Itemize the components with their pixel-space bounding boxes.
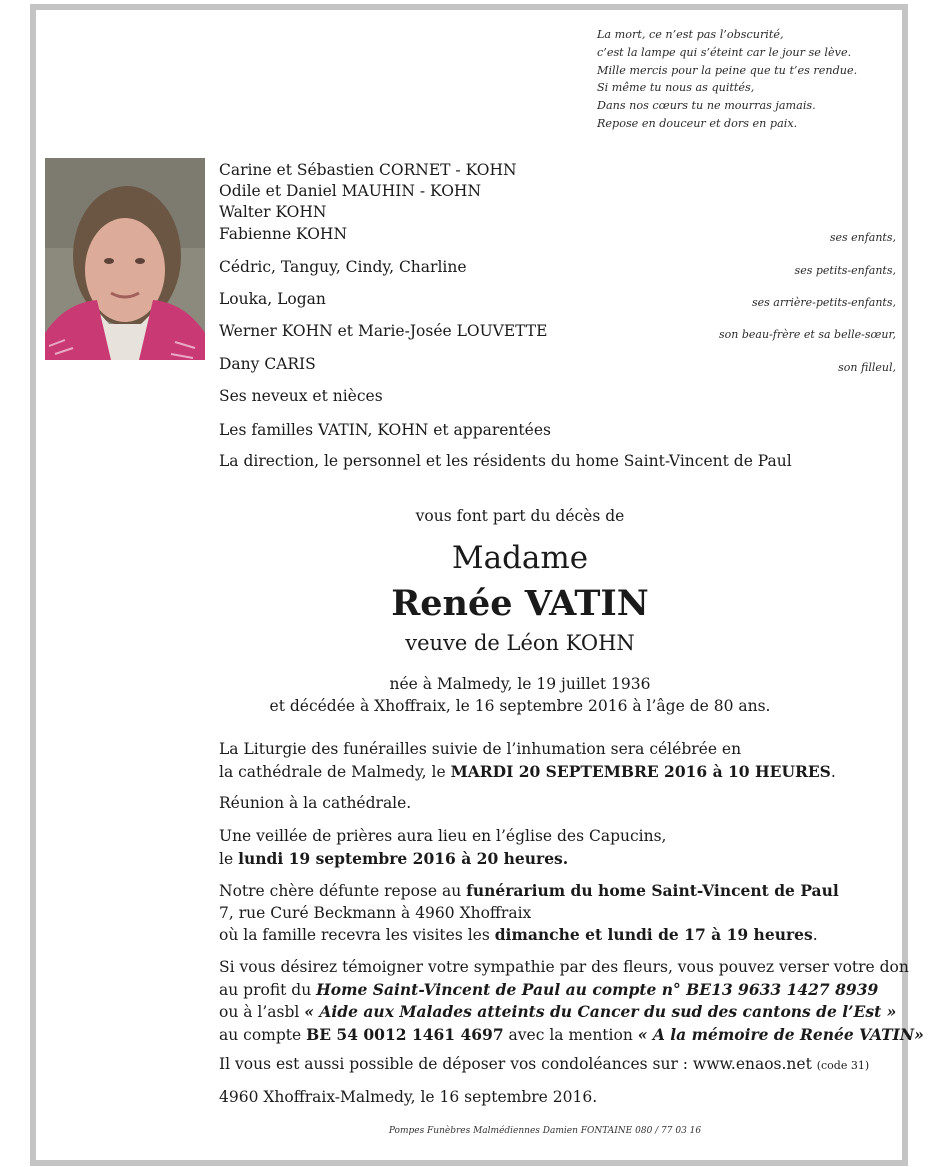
funeral-home-footer: Pompes Funèbres Malmédiennes Damien FONTAINE 080 / 77 03 16: [388, 1126, 702, 1136]
family-child-line: Walter KOHN: [219, 203, 327, 221]
deceased-widow: veuve de Léon KOHN: [405, 631, 635, 655]
text-span: au compte: [219, 1025, 307, 1044]
deceased-title: Madame: [451, 540, 589, 576]
relation-godson: son filleul,: [838, 361, 896, 374]
text-line: La Liturgie des funérailles suivie de l’inhumation sera célébrée en: [219, 740, 742, 758]
family-child-line: Fabienne KOHN: [219, 225, 348, 243]
deceased-name: Renée VATIN: [391, 583, 649, 624]
liturgy-paragraph: [219, 739, 836, 783]
text-span: avec la mention: [503, 1025, 638, 1044]
poem: [597, 26, 897, 133]
funeral-datetime: MARDI 20 SEPTEMBRE 2016 à 10 HEURES: [450, 761, 831, 781]
text-line: Une veillée de prières aura lieu en l’église des Capucins,: [219, 827, 667, 845]
donation-paragraph: [219, 957, 924, 1046]
family-families: Les familles VATIN, KOHN et apparentées: [219, 421, 551, 439]
text-span: le: [219, 849, 239, 868]
text-line: [219, 880, 839, 903]
poem-line: Dans nos cœurs tu ne mourras jamais.: [597, 99, 816, 113]
poem-line: Mille mercis pour la peine que tu t’es rendue.: [597, 63, 858, 77]
text-span: Notre chère défunte repose au: [219, 882, 467, 900]
poem-line: c’est la lampe qui s’éteint car le jour se lève.: [597, 45, 852, 59]
poem-line: La mort, ce n’est pas l’obscurité,: [597, 28, 784, 41]
family-in-laws: Werner KOHN et Marie-Josée LOUVETTE: [219, 322, 548, 340]
text-line: [219, 924, 839, 947]
text-line: [219, 1024, 924, 1047]
bank-account-charity: BE 54 0012 1461 4697: [306, 1024, 504, 1044]
text-span: .: [830, 762, 836, 781]
family-grandchildren: Cédric, Tanguy, Cindy, Charline: [219, 258, 467, 276]
text-span: au profit du: [219, 980, 317, 999]
donation-mention: « A la mémoire de Renée VATIN»: [637, 1024, 924, 1044]
relation-children: ses enfants,: [829, 231, 896, 244]
text-span: .: [812, 926, 818, 944]
poem-line: Repose en douceur et dors en paix.: [597, 116, 798, 130]
text-line: [219, 1001, 924, 1024]
death-line: et décédée à Xhoffraix, le 16 septembre 2016 à l’âge de 80 ans.: [269, 697, 771, 715]
family-godson: Dany CARIS: [219, 355, 316, 373]
text-line: Si vous désirez témoigner votre sympathie par des fleurs, vous pouvez verser votre don: [219, 958, 909, 976]
portrait-photo: [45, 158, 205, 360]
announcement: vous font part du décès de: [415, 507, 625, 525]
family-great-grandchildren: Louka, Logan: [219, 290, 326, 308]
funerarium-paragraph: [219, 880, 839, 947]
charity-name: « Aide aux Malades atteints du Cancer du sud des cantons de l’Est »: [304, 1002, 897, 1021]
text-span: où la famille recevra les visites les: [219, 926, 495, 944]
birth-line: née à Malmedy, le 19 juillet 1936: [389, 675, 651, 693]
vigil-paragraph: [219, 826, 666, 870]
bank-account-home: Home Saint-Vincent de Paul au compte n° BE13 9633 1427 8939: [316, 979, 879, 999]
condolences-text: Il vous est aussi possible de déposer vos condoléances sur : www.enaos.net: [219, 1055, 817, 1073]
poem-line: Si même tu nous as quittés,: [597, 81, 755, 95]
place-date-line: 4960 Xhoffraix-Malmedy, le 16 septembre 2016.: [219, 1088, 598, 1106]
family-child-line: Carine et Sébastien CORNET - KOHN: [219, 161, 517, 179]
visit-hours: dimanche et lundi de 17 à 19 heures: [494, 925, 813, 944]
family-home: La direction, le personnel et les résidents du home Saint-Vincent de Paul: [219, 452, 792, 470]
family-nephews: Ses neveux et nièces: [219, 387, 383, 405]
funerarium-name: funérarium du home Saint-Vincent de Paul: [466, 881, 839, 900]
condolences-code: (code 31): [816, 1059, 870, 1072]
family-child-line: Odile et Daniel MAUHIN - KOHN: [219, 182, 482, 200]
relation-great-grandchildren: ses arrière-petits-enfants,: [751, 296, 896, 309]
text-line: [219, 761, 836, 784]
relation-grandchildren: ses petits-enfants,: [794, 264, 896, 277]
text-line: [219, 848, 666, 871]
text-line: 7, rue Curé Beckmann à 4960 Xhoffraix: [219, 903, 532, 922]
relation-in-laws: son beau-frère et sa belle-sœur,: [719, 328, 896, 341]
text-span: la cathédrale de Malmedy, le: [219, 762, 451, 781]
condolences-paragraph: [219, 1054, 869, 1077]
meeting-paragraph: Réunion à la cathédrale.: [219, 794, 412, 812]
text-line: [219, 979, 924, 1002]
vigil-datetime: lundi 19 septembre 2016 à 20 heures.: [238, 848, 569, 868]
text-span: ou à l’asbl: [219, 1003, 305, 1021]
